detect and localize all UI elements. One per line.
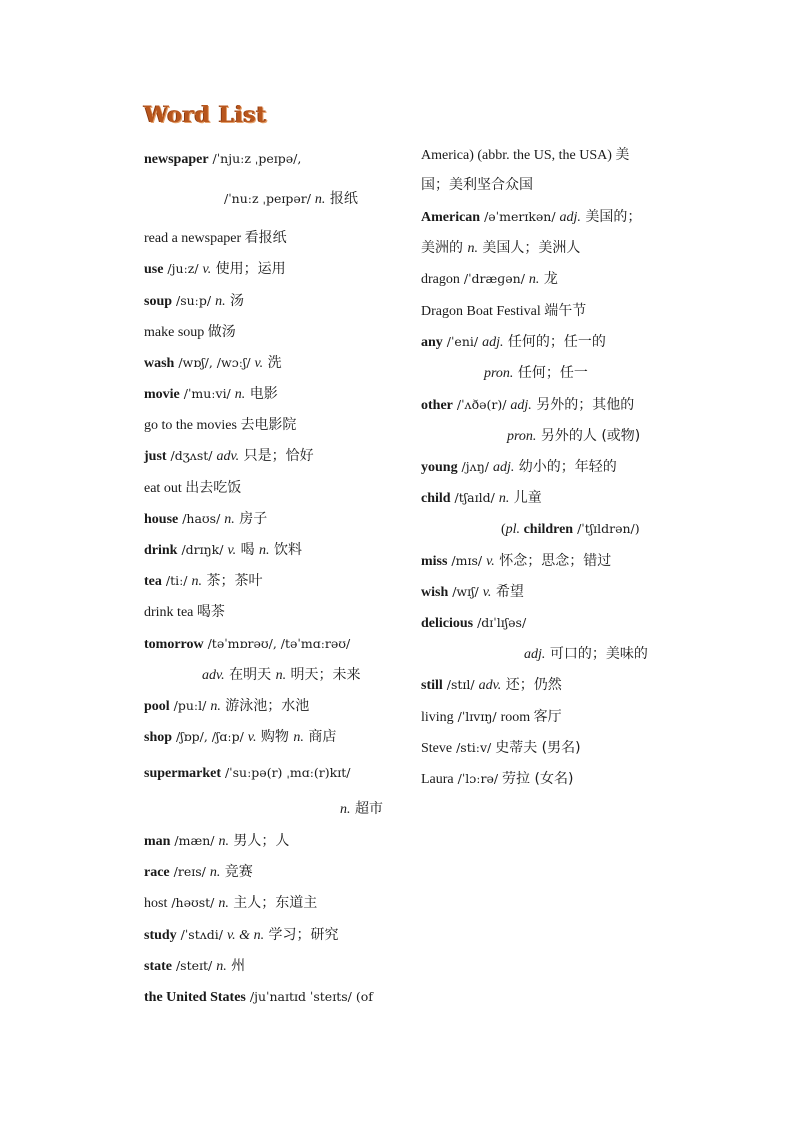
chinese-meaning: 美国人；美洲人: [477, 240, 581, 256]
part-of-speech: v.: [247, 730, 257, 745]
chinese-meaning: 史蒂夫 (男名): [495, 740, 581, 756]
phonetic: /tʃaɪld/: [450, 490, 499, 505]
entry-line: [421, 396, 634, 415]
chinese-meaning: 在明天: [224, 667, 276, 683]
headword: other: [421, 398, 453, 413]
chinese-meaning: 任何的；任一的: [503, 334, 606, 350]
chinese-meaning: 美洲的: [421, 240, 468, 256]
phonetic: /təˈmɒrəʊ/, /təˈmɑːrəʊ/: [203, 636, 351, 651]
headword: race: [144, 865, 170, 880]
headword: drink: [144, 543, 178, 558]
phonetic: /reɪs/: [169, 864, 210, 879]
part-of-speech: n.: [498, 491, 510, 506]
part-of-speech: v.: [202, 262, 212, 277]
chinese-meaning: 端午节: [544, 303, 587, 319]
phonetic: /juˈnaɪtɪd ˈsteɪts/ (of: [245, 989, 373, 1004]
entry-line: [421, 458, 617, 477]
entry-line: [144, 229, 287, 248]
chinese-meaning: 男人；人: [228, 833, 290, 849]
part-of-speech: n.: [293, 730, 304, 745]
chinese-meaning: 去电影院: [240, 417, 297, 433]
phonetic: /ˈdræɡən/: [459, 271, 529, 286]
headword: use: [144, 262, 164, 277]
entry-line: [202, 666, 361, 685]
entry-line: [144, 541, 302, 560]
phonetic: /drɪŋk/: [177, 542, 228, 557]
part-of-speech: v.: [254, 356, 264, 371]
entry-line: [421, 270, 558, 289]
headword: study: [144, 928, 177, 943]
entry-line: [501, 520, 640, 539]
chinese-meaning: 超市: [350, 801, 383, 817]
phrase-text: Dragon Boat Festival: [421, 304, 545, 319]
entry-line: [224, 190, 358, 209]
chinese-meaning: 州: [226, 958, 246, 974]
phonetic: /dɪˈlɪʃəs/: [473, 615, 527, 630]
phonetic: /mæn/: [170, 833, 219, 848]
entry-line: [144, 510, 267, 529]
phrase-text: dragon: [421, 272, 460, 287]
phonetic: /puːl/: [169, 698, 211, 713]
headword: pool: [144, 699, 170, 714]
part-of-speech: adj.: [482, 335, 504, 350]
entry-line: [144, 416, 296, 435]
headword: delicious: [421, 616, 474, 631]
entry-line: [144, 988, 373, 1007]
phonetic: /ʃɒp/, /ʃɑːp/: [172, 729, 248, 744]
chinese-meaning: 客厅: [533, 709, 562, 725]
entry-line: [421, 302, 586, 321]
headword: still: [421, 678, 443, 693]
part-of-speech: n.: [467, 241, 478, 256]
part-of-speech: pron.: [507, 429, 537, 444]
entry-line: [421, 676, 562, 695]
part-of-speech: n.: [210, 699, 221, 714]
entry-line: [144, 385, 278, 404]
part-of-speech: n.: [224, 512, 235, 527]
chinese-meaning: 美国的；: [580, 209, 642, 225]
entry-line: [421, 708, 562, 727]
headword: miss: [421, 554, 448, 569]
part-of-speech: n.: [234, 387, 246, 402]
part-of-speech: n.: [275, 668, 287, 683]
phonetic: /jʌŋ/: [457, 459, 493, 474]
part-of-speech: n.: [218, 896, 229, 911]
headword: supermarket: [144, 766, 221, 781]
phrase-text: read a newspaper: [144, 231, 245, 246]
headword: newspaper: [144, 152, 209, 167]
entry-line: [144, 697, 309, 716]
entry-line: [484, 364, 588, 383]
phrase-text: Steve: [421, 741, 453, 756]
headword: soup: [144, 294, 173, 309]
chinese-meaning: 另外的；其他的: [531, 397, 635, 413]
phrase-text: make soup: [144, 325, 208, 340]
entry-line: [421, 146, 629, 165]
entry-line: [144, 863, 253, 882]
chinese-meaning: 看报纸: [244, 230, 287, 246]
entry-line: [144, 832, 289, 851]
phonetic: /haʊs/: [178, 511, 225, 526]
headword: tomorrow: [144, 637, 204, 652]
chinese-meaning: 还；仍然: [501, 677, 562, 693]
phrase-text: eat out: [144, 481, 186, 496]
part-of-speech: n.: [314, 192, 326, 207]
entry-line: [144, 635, 350, 654]
entry-line: [421, 739, 581, 758]
headword: children: [520, 522, 574, 537]
part-of-speech: v.: [227, 543, 237, 558]
headword: just: [144, 449, 167, 464]
entry-line: [421, 489, 542, 508]
entry-line: [421, 208, 641, 227]
phonetic: /stiːv/: [452, 740, 496, 755]
entry-line: [144, 957, 245, 976]
entry-line: [144, 572, 262, 591]
phrase-text: host: [144, 896, 168, 911]
chinese-meaning: 做汤: [207, 324, 236, 340]
headword: state: [144, 959, 172, 974]
chinese-meaning: 出去吃饭: [185, 480, 242, 496]
headword: movie: [144, 387, 180, 402]
headword: any: [421, 335, 443, 350]
chinese-meaning: 主人；东道主: [228, 895, 318, 911]
entry-line: [421, 239, 580, 258]
chinese-meaning: 电影: [245, 386, 278, 402]
chinese-meaning: 使用；运用: [211, 261, 286, 277]
chinese-meaning: 游泳池；水池: [220, 698, 310, 714]
part-of-speech: adj.: [559, 210, 581, 225]
part-of-speech: n.: [340, 802, 351, 817]
chinese-meaning: 喝茶: [196, 604, 225, 620]
chinese-meaning: 龙: [539, 271, 558, 287]
phonetic: /həʊst/: [167, 895, 219, 910]
headword: man: [144, 834, 171, 849]
headword: wash: [144, 356, 175, 371]
entry-line: [421, 583, 524, 602]
part-of-speech: adv.: [202, 668, 225, 683]
entry-line: [144, 728, 336, 747]
phonetic: /ˈmuːvi/: [179, 386, 235, 401]
phrase-text: (: [501, 522, 506, 537]
headword: shop: [144, 730, 173, 745]
entry-line: [144, 603, 225, 622]
chinese-meaning: 任何；任一: [513, 365, 588, 381]
entry-line: [421, 176, 533, 195]
entry-line: [144, 447, 314, 466]
part-of-speech: v.: [482, 585, 492, 600]
part-of-speech: v. & n.: [227, 928, 265, 943]
headword: young: [421, 460, 458, 475]
part-of-speech: adj.: [524, 647, 546, 662]
chinese-meaning: 报纸: [325, 191, 358, 207]
entry-line: [421, 770, 573, 789]
phrase-text: America) (abbr. the US, the USA): [421, 148, 616, 163]
chinese-meaning: 饮料: [269, 542, 302, 558]
phonetic: /stɪl/: [442, 677, 479, 692]
phrase-text: living: [421, 710, 454, 725]
part-of-speech: n.: [215, 294, 226, 309]
chinese-meaning: 希望: [491, 584, 524, 600]
chinese-meaning: 洗: [263, 355, 282, 371]
phonetic: /dʒʌst/: [166, 448, 217, 463]
chinese-meaning: 幼小的；年轻的: [514, 459, 617, 475]
chinese-meaning: 商店: [303, 729, 337, 745]
phonetic: /ˈnjuːz ˌpeɪpə/,: [208, 151, 302, 166]
phrase-text: room: [500, 710, 534, 725]
chinese-meaning: 汤: [225, 293, 245, 309]
phonetic: /suːp/: [172, 293, 216, 308]
entry-line: [340, 800, 383, 819]
part-of-speech: n.: [259, 543, 270, 558]
entry-line: [421, 333, 606, 352]
chinese-meaning: 美: [615, 147, 630, 163]
phonetic: /əˈmerɪkən/: [480, 209, 560, 224]
phonetic: /ˈlɔːrə/: [453, 771, 503, 786]
part-of-speech: pl.: [505, 522, 521, 537]
headword: house: [144, 512, 179, 527]
entry-line: [144, 926, 339, 945]
phrase-text: go to the movies: [144, 418, 241, 433]
headword: child: [421, 491, 451, 506]
phonetic: /ˈsuːpə(r) ˌmɑː(r)kɪt/: [221, 765, 351, 780]
part-of-speech: n.: [191, 574, 202, 589]
phonetic: /tiː/: [161, 573, 192, 588]
part-of-speech: adj.: [492, 460, 515, 475]
phrase-text: Laura: [421, 772, 454, 787]
phonetic: /steɪt/: [172, 958, 217, 973]
phonetic: /juːz/: [163, 261, 203, 276]
headword: wish: [421, 585, 449, 600]
part-of-speech: pron.: [484, 366, 514, 381]
part-of-speech: v.: [486, 554, 495, 569]
phonetic: /wɒʃ/, /wɔːʃ/: [174, 355, 255, 370]
chinese-meaning: 劳拉 (女名): [502, 771, 574, 787]
phonetic: /ˈnuːz ˌpeɪpər/: [224, 191, 315, 206]
entry-line: [144, 894, 317, 913]
entry-line: [144, 479, 241, 498]
chinese-meaning: 竞赛: [220, 864, 253, 880]
chinese-meaning: 购物: [256, 729, 294, 745]
chinese-meaning: 怀念；思念；错过: [494, 553, 612, 569]
chinese-meaning: 房子: [234, 511, 268, 527]
part-of-speech: n.: [528, 272, 540, 287]
chinese-meaning: 国；美利坚合众国: [421, 177, 533, 193]
chinese-meaning: 另外的人 (或物): [536, 428, 641, 444]
part-of-speech: adj.: [510, 398, 532, 413]
chinese-meaning: 可口的；美味的: [545, 646, 648, 662]
entry-line: [144, 150, 301, 169]
part-of-speech: n.: [216, 959, 227, 974]
part-of-speech: adv.: [216, 449, 240, 464]
chinese-meaning: 儿童: [509, 490, 542, 506]
phonetic: /ˈlɪvɪŋ/: [453, 709, 501, 724]
part-of-speech: adv.: [478, 678, 502, 693]
page-title: Word List: [144, 102, 268, 128]
phonetic: /wɪʃ/: [448, 584, 483, 599]
chinese-meaning: 茶；茶叶: [202, 573, 263, 589]
entry-line: [421, 552, 611, 571]
part-of-speech: n.: [209, 865, 221, 880]
headword: the United States: [144, 990, 246, 1005]
entry-line: [144, 354, 282, 373]
entry-line: [144, 292, 244, 311]
phonetic: /mɪs/: [447, 553, 487, 568]
phonetic: /ˈstʌdi/: [176, 927, 227, 942]
phonetic: /ˈeni/: [442, 334, 483, 349]
chinese-meaning: 明天；未来: [286, 667, 361, 683]
phonetic: /ˈʌðə(r)/: [452, 397, 511, 412]
phonetic: /ˈtʃɪldrən/): [573, 521, 640, 536]
phrase-text: drink tea: [144, 605, 197, 620]
chinese-meaning: 喝: [236, 542, 260, 558]
entry-line: [144, 764, 350, 783]
entry-line: [524, 645, 648, 664]
entry-line: [421, 614, 526, 633]
entry-line: [144, 323, 236, 342]
part-of-speech: n.: [218, 834, 229, 849]
chinese-meaning: 只是；恰好: [239, 448, 314, 464]
entry-line: [507, 427, 640, 446]
headword: American: [421, 210, 481, 225]
headword: tea: [144, 574, 162, 589]
entry-line: [144, 260, 286, 279]
chinese-meaning: 学习；研究: [264, 927, 339, 943]
